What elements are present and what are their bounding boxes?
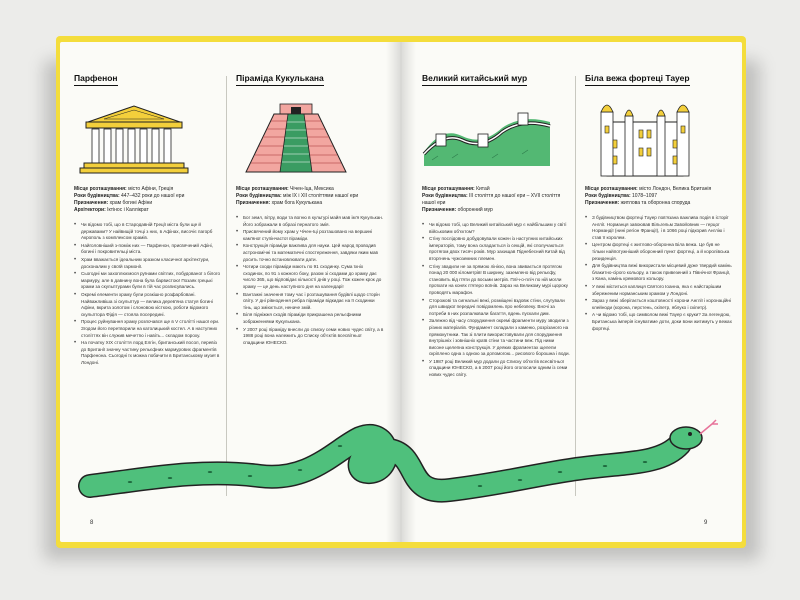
great-wall-illustration xyxy=(422,96,570,180)
column-parthenon xyxy=(74,68,222,468)
list-item: • Чотири сходи піраміди мають по 91 сходинку. Сума їхніх сходинок, по 91 з кожного боку, разом зі сходами до храму дає число 365, що відповідає кількості днів у році. Тож кожен крок до храму — це день наступного дня на календарі! xyxy=(236,264,384,290)
column-title: Біла вежа фортеці Тауер xyxy=(585,73,690,86)
list-item: • Стіну звадили не за прямою лінією, вона звивається протягом понад 20 000 кілометрів! В ширину, заземлено від рельєфу, становить від п'яти до восьми метрів. Пліч-о-пліч по ній могли проїхати на конях п'ятеро воїнів. Зараз на Великому мурі щороку проводять марафон. xyxy=(422,264,570,297)
list-item: • А чи відомо тобі, що символом вежі Тауер є круки? За легендою, Британська імперія існуватиме доти, доки вони житимуть у вежах фортеці. xyxy=(585,312,733,332)
book-spread xyxy=(60,42,742,542)
column-title: Великий китайський мур xyxy=(422,73,527,86)
page-number-right: 9 xyxy=(704,520,708,526)
list-item: • Процес руйнування храму розпочався ще в V столітті нашої ери. Згодом його перетворили на католицький костел. А в наступних століттях він служив мечеттю і навіть... складом пороху. xyxy=(74,319,222,339)
list-item: • Чи відомо тобі, що Великий китайський мур є найбільшим у світі військовим об'єктом? xyxy=(422,222,570,235)
facts-block: Місце розташування: Китай Роки будівництва: III століття до нашої ери – XVII століття нашої ери Призначення: оборонний мур xyxy=(422,186,561,213)
list-item: • Зараз у вежі зберігається коштовності корони Англії і коронаційні клейноди (корона, перстень, скіпетр, яблуко і скіпетр). xyxy=(585,298,733,311)
snake-illustration xyxy=(60,410,742,520)
list-item: • Біля підніжжя сходів піраміди прикрашена рельєфними зображеннями Кукулькана. xyxy=(236,312,384,325)
list-item: • Залежно від часу спорудження окремі фрагменти муру зводили з різних матеріалів. Фундамент складали з каменю, розрізаного на прямокутники. Так зі плити використовували для спорудження внутрішніх і зовнішніх країв стіни та частини веж. Під ними висоне щелепна конструкція. У деяких фрагментах щелепи скріплено одна з одною за допомогою... рисового борошна і води. xyxy=(422,318,570,358)
column-white-tower xyxy=(585,68,733,468)
list-item: • На початку XIX століття лорд Елгін, британський посол, перевіз до Британії значну частину рельєфних мармурових фрагментів Парфенона. Сьогодні їх можна побачити в Британському музеї в Лондоні. xyxy=(74,340,222,366)
column-pyramid xyxy=(236,68,384,468)
column-title: Піраміда Кукулькана xyxy=(236,73,324,86)
list-item: • У 1987 році Великий мур додали до Списку об'єктів всесвітньої спадщини ЮНЕСКО, а в 2007 році його оголосили одним із семи нових чудес світу. xyxy=(422,359,570,379)
facts-block: Місце розташування: місто Афіни, Греція Роки будівництва: 447–432 роки до нашої ери Призначення: храм богині Афіни Архітектори: Іктінос і Каллікрат xyxy=(74,186,185,213)
white-tower-illustration xyxy=(585,96,733,180)
facts-block: Місце розташування: Чічен-Іца, Мексика Роки будівництва: між IX і XII століттями нашої ери Призначення: храм бога Кукулькана xyxy=(236,186,359,206)
list-item: • Для будівництва вежі використали місцевий дуже твердий камінь блакитно-сірого кольору, а також привезений з Північної Франції, з Кана, камінь кремового кольору. xyxy=(585,263,733,283)
list-item: • Бог земл, вітру, води та вогню в культурі майя мав ім'я Кукулькан. Його зображали в образі пернатого змія. xyxy=(236,215,384,228)
list-item: • Центром фортеці є житлово-оборонна Біла вежа. Це був не тільки найпотужніший оборонний пункт фортеці, а й королівська резиденція. xyxy=(585,242,733,262)
bullet-list xyxy=(585,215,733,332)
list-item: • Вантажні значення тому час і розташування будівлі щодо сторін світу. У дні рівнодення ребра піраміди відкидає на її сходинки тінь, що зміюється, неначе змій. xyxy=(236,292,384,312)
page-number-left: 8 xyxy=(90,520,94,526)
list-item: • У вежі міститься каплиця Святого Іоанна, яка є найстарішим збереженим норманським храмом у Лондоні. xyxy=(585,284,733,297)
list-item: • Окремі елементи храму були розкішно розфарбовані. Найважливіша зі скульптур — велика дерев'яна статуя богині Афіни, вкрита золотом і слоновою кісткою, роботи відомого скульптора Фідія — стояла посередині. xyxy=(74,292,222,318)
list-item: • З будівництвом фортеці Тауер пов'язана важлива подія в історії Англії. Норманця завоював Вільгельм Завойовник — герцог Нормандії (нині регіон Франції), і в 1066 році підкорив Англію і став її королем. xyxy=(585,215,733,241)
parthenon-illustration xyxy=(74,96,222,180)
list-item: • Конструкція піраміди важлива для науки. Цей народ проводив астрономічні та математичні спостереження, завдяки яким мав досить точно встановлювати дати. xyxy=(236,243,384,263)
bullet-list xyxy=(74,222,222,366)
list-item: • Чи відомо тобі, що в Стародавній Греції міста були ще й державами? У найвищій точці з них, в Афінах, височіє пагорб Акрополь з комплексом храмів. xyxy=(74,222,222,242)
list-item: • Сьогодні ми захоплюємося руїнами світлих, побудованої з білого мармуру, але в давнину вона була барвистою! Позаяк грецькі храми за скульптурами були в тій час розписувались. xyxy=(74,271,222,291)
facts-block: Місце розташування: місто Лондон, Велика Британія Роки будівництва: 1078–1097 Призначення: житлова та оборонна споруда xyxy=(585,186,712,206)
bullet-list xyxy=(422,222,570,379)
column-title: Парфенон xyxy=(74,73,118,86)
list-item: • Сторожові та сигнальні вежі, розміщені вздовж стіни, слугували для швидкої передачі повідомлень про небезпеку. Вночі за потреби в них розпалювали багаття, вдень пускали дим. xyxy=(422,298,570,318)
list-item: • Стіну послідовно добудовували кожен із наступних китайських імператорів, тому вона складається із секцій, які сполучаються протягом двох тисяч років. Мур захищав Піднебесний Китай від вторгнень чужоземних племен. xyxy=(422,236,570,262)
list-item: • Присвячений йому храм у Чічен-Іці розташовано на вершині кам'яної ступінчастої піраміди. xyxy=(236,229,384,242)
bullet-list xyxy=(236,215,384,346)
pyramid-illustration xyxy=(236,96,384,180)
list-item: • У 2007 році піраміду внесли до списку семи нових чудес світу, а в 1988 році вона належить до Списку об'єктів всесвітньої спадщини ЮНЕСКО. xyxy=(236,327,384,347)
list-item: • Найголовніший з-поміж них — Парфенон, присвячений Афіні, богині і покровительці міста. xyxy=(74,243,222,256)
list-item: • Храм вважається ідеальним зразком класичної архітектури, досконалим у своїй гармонії. xyxy=(74,257,222,270)
column-great-wall xyxy=(422,68,570,468)
